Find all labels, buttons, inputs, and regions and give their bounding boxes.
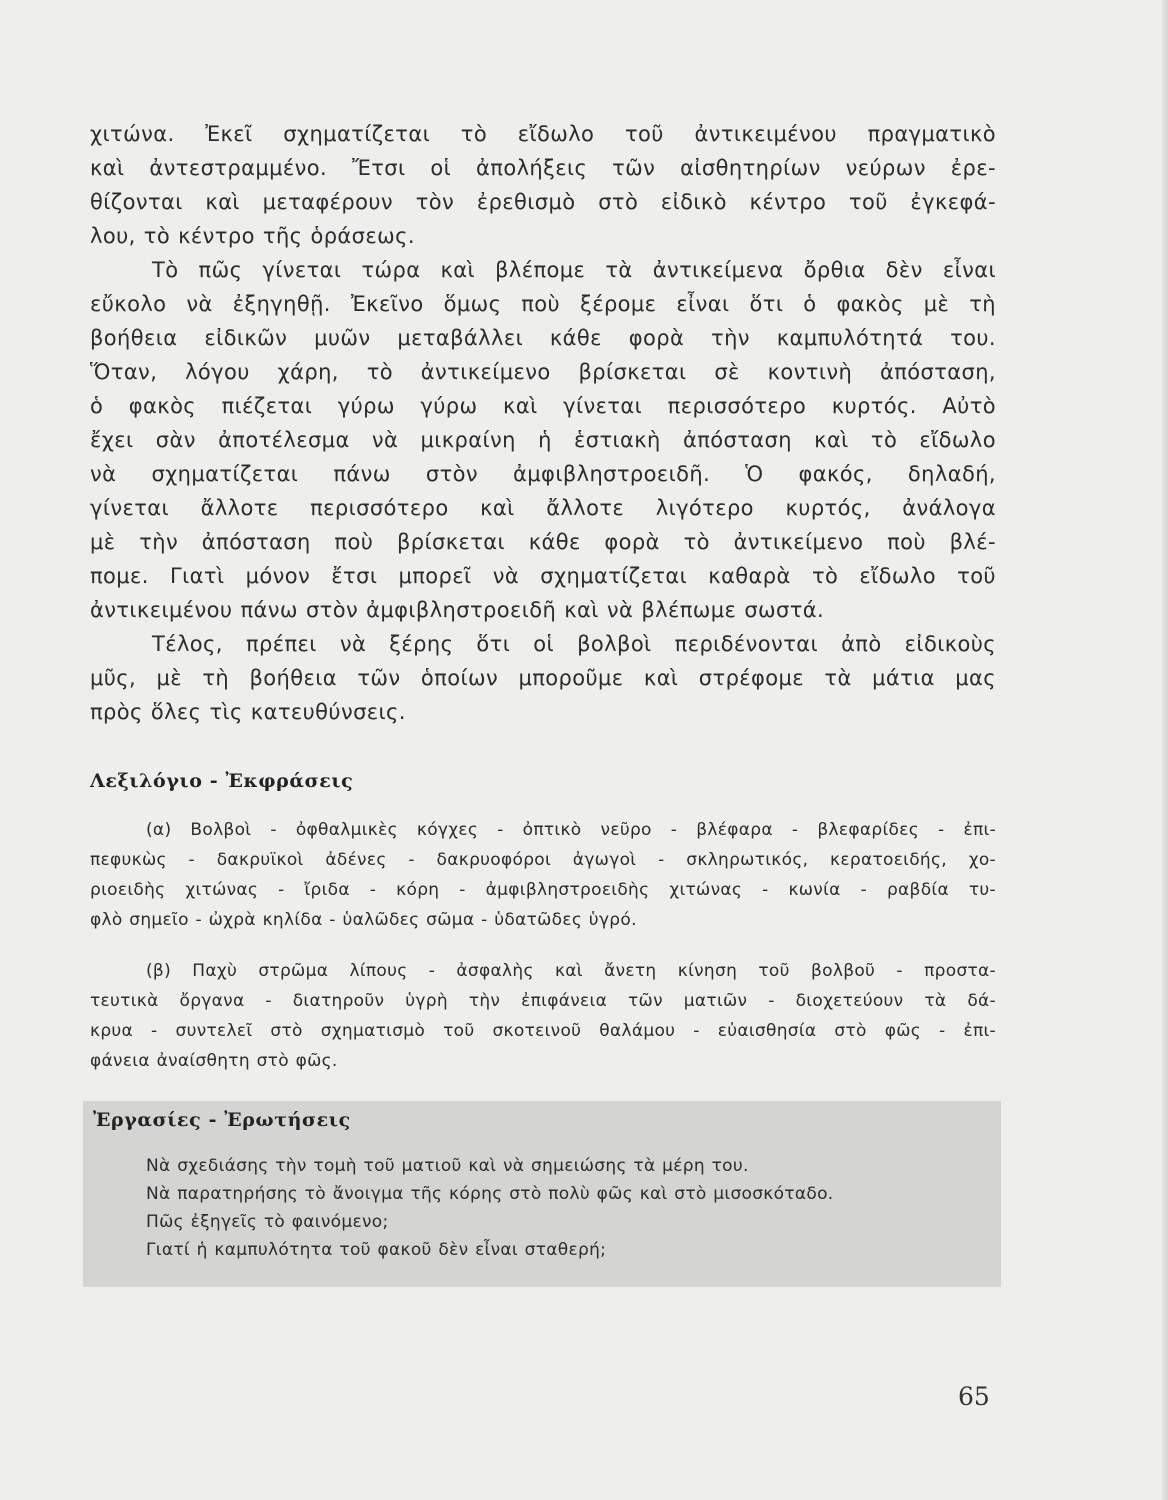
exercises-list xyxy=(146,1152,833,1264)
body-line: θίζονται καὶ μεταφέρουν τὸν ἐρεθισμὸ στὸ εἰδικὸ κέντρο τοῦ ἐγκεφά- xyxy=(90,190,996,214)
vocab-a-line: (α) Βολβοὶ - ὀφθαλμικὲς κόγχες - ὀπτικὸ νεῦρο - βλέφαρα - βλεφαρίδες - ἐπι- xyxy=(146,820,996,840)
vocab-b-line: τευτικὰ ὄργανα - διατηροῦν ὑγρὴ τὴν ἐπιφάνεια τῶν ματιῶν - διοχετεύουν τὰ δά- xyxy=(90,991,996,1011)
exercise-item: Νὰ παρατηρήσης τὸ ἄνοιγμα τῆς κόρης στὸ πολὺ φῶς καὶ στὸ μισοσκόταδο. xyxy=(146,1184,834,1204)
exercise-item: Νὰ σχεδιάσης τὴν τομὴ τοῦ ματιοῦ καὶ νὰ σημειώσης τὰ μέρη του. xyxy=(146,1156,749,1176)
vocab-a-line: ριοειδὴς χιτώνας - ἴριδα - κόρη - ἀμφιβληστροειδὴς χιτώνας - κωνία - ραβδία τυ- xyxy=(90,880,996,900)
body-line: μὲ τὴν ἀπόσταση ποὺ βρίσκεται κάθε φορὰ τὸ ἀντικείμενο ποὺ βλέ- xyxy=(90,530,996,554)
exercises-box xyxy=(83,1101,1001,1287)
body-line: καὶ ἀντεστραμμένο. Ἔτσι οἱ ἀπολήξεις τῶν αἰσθητηρίων νεύρων ἐρε- xyxy=(90,156,996,180)
vocab-b-line: κρυα - συντελεῖ στὸ σχηματισμὸ τοῦ σκοτεινοῦ θαλάμου - εὐαισθησία στὸ φῶς - ἐπι- xyxy=(90,1021,996,1041)
body-line: γίνεται ἄλλοτε περισσότερο καὶ ἄλλοτε λιγότερο κυρτός, ἀνάλογα xyxy=(90,496,996,520)
body-line: χιτώνα. Ἐκεῖ σχηματίζεται τὸ εἴδωλο τοῦ ἀντικειμένου πραγματικὸ xyxy=(90,122,996,146)
vocab-gap xyxy=(90,935,996,956)
vocab-b-line: φάνεια ἀναίσθητη στὸ φῶς. xyxy=(90,1051,338,1071)
body-line: Τέλος, πρέπει νὰ ξέρης ὅτι οἱ βολβοὶ περιδένονται ἀπὸ εἰδικοὺς xyxy=(152,632,996,656)
body-line: πομε. Γιατὶ μόνον ἔτσι μπορεῖ νὰ σχηματίζεται καθαρὰ τὸ εἴδωλο τοῦ xyxy=(90,564,996,588)
vocabulary-list xyxy=(90,815,996,1076)
body-line: ὁ φακὸς πιέζεται γύρω γύρω καὶ γίνεται περισσότερο κυρτός. Αὐτὸ xyxy=(90,394,996,418)
body-line: πρὸς ὅλες τὶς κατευθύνσεις. xyxy=(90,700,406,724)
body-text xyxy=(90,117,996,729)
vocab-b-line: (β) Παχὺ στρῶμα λίπους - ἀσφαλὴς καὶ ἄνετη κίνηση τοῦ βολβοῦ - προστα- xyxy=(146,961,996,981)
exercise-item: Πῶς ἐξηγεῖς τὸ φαινόμενο; xyxy=(146,1212,389,1232)
exercise-item: Γιατί ἡ καμπυλότητα τοῦ φακοῦ δὲν εἶναι σταθερή; xyxy=(146,1240,607,1260)
body-line: μῦς, μὲ τὴ βοήθεια τῶν ὁποίων μποροῦμε καὶ στρέφομε τὰ μάτια μας xyxy=(90,666,996,690)
exercises-heading: Ἐργασίες - Ἐρωτήσεις xyxy=(93,1109,351,1131)
body-line: νὰ σχηματίζεται πάνω στὸν ἀμφιβληστροειδῆ. Ὁ φακός, δηλαδή, xyxy=(90,462,996,486)
body-line: λου, τὸ κέντρο τῆς ὁράσεως. xyxy=(90,224,415,248)
page-number: 65 xyxy=(958,1382,990,1411)
vocab-a-line: πεφυκὼς - δακρυϊκοὶ ἀδένες - δακρυοφόροι ἀγωγοὶ - σκληρωτικός, κερατοειδής, χο- xyxy=(90,850,996,870)
vocab-a-line: φλὸ σημεῖο - ὠχρὰ κηλίδα - ὑαλῶδες σῶμα - ὑδατῶδες ὑγρό. xyxy=(90,910,637,930)
body-line: βοήθεια εἰδικῶν μυῶν μεταβάλλει κάθε φορὰ τὴν καμπυλότητά του. xyxy=(90,326,996,350)
body-line: ἀντικειμένου πάνω στὸν ἀμφιβληστροειδῆ καὶ νὰ βλέπωμε σωστά. xyxy=(90,598,825,622)
body-line: Ὅταν, λόγου χάρη, τὸ ἀντικείμενο βρίσκεται σὲ κοντινὴ ἀπόσταση, xyxy=(90,360,996,384)
vocabulary-heading: Λεξιλόγιο - Ἐκφράσεις xyxy=(90,770,354,792)
body-line: ἔχει σὰν ἀποτέλεσμα νὰ μικραίνη ἡ ἑστιακὴ ἀπόσταση καὶ τὸ εἴδωλο xyxy=(90,428,996,452)
page-edge xyxy=(1162,0,1168,1500)
body-line: Τὸ πῶς γίνεται τώρα καὶ βλέπομε τὰ ἀντικείμενα ὄρθια δὲν εἶναι xyxy=(152,258,996,282)
body-line: εὔκολο νὰ ἐξηγηθῇ. Ἐκεῖνο ὅμως ποὺ ξέρομε εἶναι ὅτι ὁ φακὸς μὲ τὴ xyxy=(90,292,996,316)
